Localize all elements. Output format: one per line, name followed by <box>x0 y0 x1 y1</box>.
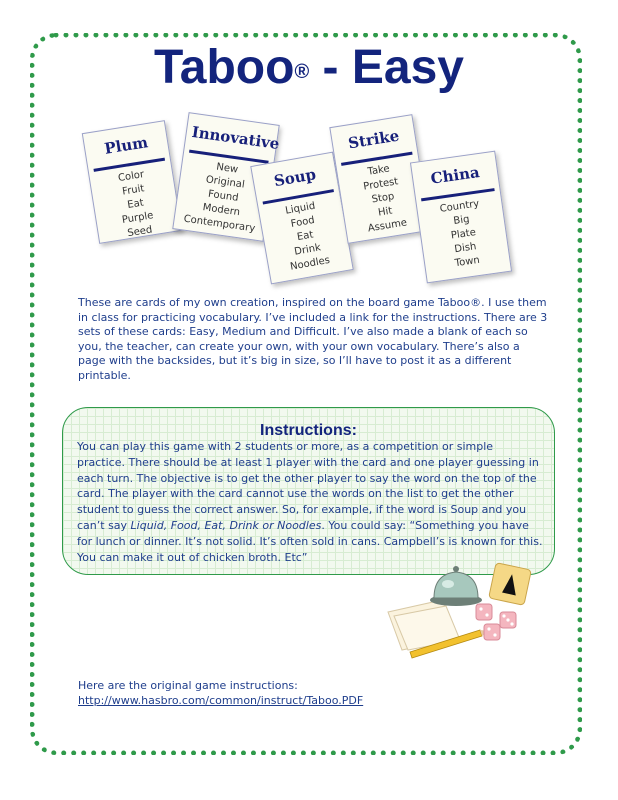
card-item: Country <box>439 198 480 215</box>
taboo-cards-illustration <box>82 108 532 308</box>
card-item: Hit <box>377 205 394 219</box>
card-item: Seed <box>126 224 154 240</box>
card-item: Dish <box>453 241 478 256</box>
card-word-list <box>259 195 352 278</box>
card-word-list <box>90 164 182 246</box>
card-plum <box>82 120 182 244</box>
instructions-text <box>77 439 544 565</box>
card-word: Innovative <box>189 114 274 164</box>
card-item: Found <box>207 188 240 204</box>
card-item: Liquid <box>284 200 317 217</box>
instructions-box <box>62 407 555 575</box>
game-clipart-icon <box>380 560 540 660</box>
title-suffix: - Easy <box>309 41 464 94</box>
card-item: Protest <box>362 176 400 193</box>
card-item: Assume <box>367 217 408 235</box>
title-main: Taboo <box>154 41 295 94</box>
intro-paragraph: These are cards of my own creation, inspired on the board game Taboo®. I use them in class for practicing vocabulary. I’ve included a link for the instructions. There are 3 sets of these cards: Easy, Medium and Difficult. I’ve also made a blank of each so you, the teacher, can create your own, with your own vocabulary. There’s also a page with the backsides, but it’s big in size, so I’ll have to post it as a different printable. <box>78 296 548 382</box>
instructions-text-italic: Liquid, Food, Eat, Drink or Noodles <box>130 518 322 532</box>
card-item: Original <box>205 174 246 191</box>
original-instructions-label: Here are the original game instructions: <box>78 679 298 692</box>
card-word: China <box>416 152 495 201</box>
card-china <box>410 151 512 284</box>
card-item: Town <box>454 254 481 270</box>
card-item: Drink <box>293 242 322 258</box>
original-instructions-link[interactable]: http://www.hasbro.com/common/instruct/Taboo.PDF <box>78 694 364 707</box>
instructions-title: Instructions: <box>260 422 357 439</box>
die-icon <box>476 604 492 620</box>
card-item: Contemporary <box>182 213 256 235</box>
card-item: Eat <box>296 229 315 244</box>
card-word: Strike <box>335 116 412 166</box>
bell-knob-icon <box>453 566 459 572</box>
card-item: Noodles <box>289 254 331 273</box>
card-item: Color <box>117 169 145 185</box>
card-item: Big <box>452 213 471 228</box>
card-word: Soup <box>256 154 334 205</box>
die-icon <box>484 624 500 640</box>
card-item: Food <box>290 214 316 230</box>
card-item: Modern <box>201 202 241 219</box>
bell-icon <box>434 572 478 598</box>
card-word: Plum <box>88 122 165 172</box>
card-item: Purple <box>121 210 155 226</box>
card-word-list <box>417 194 510 275</box>
instructions-text-part1: You can play this game with 2 students or more, as a competition or simple practice. There should be at least 1 player with the card and one player guessing in each turn. The objective is to get the other player to say the word on the top of the card. The player with the card cannot use the words on the list to get the other student to guess the correct answer. So, for example, if the word is Soup and you can’t say <box>77 440 539 532</box>
title-registered-mark: ® <box>294 61 310 84</box>
card-item: Eat <box>126 197 145 211</box>
page-title <box>0 38 618 100</box>
card-item: New <box>215 161 239 176</box>
original-instructions <box>78 678 363 708</box>
bell-highlight-icon <box>442 580 454 588</box>
card-item: Fruit <box>121 183 146 198</box>
instructions-text-part2: . You could say: “Something you have for lunch or dinner. It’s not solid. It’s often sold in cans. Campbell’s is known for this. You can make it out of chicken broth. Etc” <box>77 518 543 564</box>
card-item: Take <box>366 163 391 178</box>
card-item: Stop <box>370 191 396 206</box>
card-item: Plate <box>450 227 477 242</box>
